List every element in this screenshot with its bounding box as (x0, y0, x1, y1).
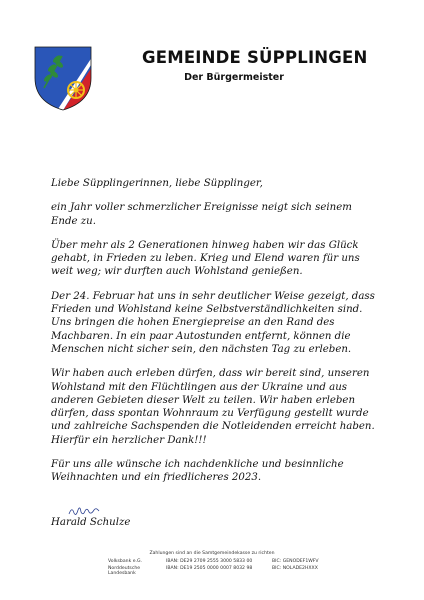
letter-paragraph: ein Jahr voller schmerzlicher Ereignisse neigt sich seinem Ende zu. (51, 202, 352, 227)
signer-name: Harald Schulze (51, 517, 131, 528)
bank-row (0, 566, 424, 576)
closing-paragraph: Für uns alle wünsche ich nachdenkliche und besinnliche Weihnachten und ein friedlicheres 2023. (51, 459, 344, 484)
mayor-subtitle: Der Bürgermeister (184, 72, 284, 83)
letter-paragraph: Der 24. Februar hat uns in sehr deutlicher Weise gezeigt, dass Frieden und Wohlstand keine Selbstverständlichkeiten sind. Uns bringen die hohen Energiepreise an den Rand des Machbaren. In ein paar Autostunden entfernt, können die Menschen nicht sicher sein, den nächsten Tag zu erleben. (51, 290, 375, 355)
bank-iban: IBAN: DE29 2709 2555 3000 5833 00 (166, 559, 253, 564)
municipality-title: GEMEINDE SÜPPLINGEN (142, 48, 368, 67)
payment-note: Zahlungen sind an die Samtgemeindekasse zu richten (149, 551, 275, 556)
bank-name: Volksbank e.G. (108, 559, 142, 564)
letterhead (0, 0, 424, 110)
handwritten-signature (68, 504, 108, 518)
bank-row (0, 559, 424, 564)
bank-bic: BIC: GENODEF1WFV (272, 559, 319, 564)
letter-paragraph: Wir haben auch erleben dürfen, dass wir bereit sind, unseren Wohlstand mit den Flüchtlingen aus der Ukraine und aus anderen Gebieten dieser Welt zu teilen. Wir haben erleben dürfen, dass spontan Wohnraum zu Verfügung gestellt wurde und zahlreiche Sachspenden die Notleidenden erreicht haben. Hierfür ein herzlicher Dank!!! (51, 368, 375, 446)
bank-iban: IBAN: DE19 2505 0000 0007 8032 98 (166, 566, 253, 571)
footer-bank-details (0, 551, 424, 578)
letter-paragraph: Über mehr als 2 Generationen hinweg haben wir das Glück gehabt, in Frieden zu leben. Krieg und Elend waren für uns weit weg; wir durften auch Wohlstand genießen. (51, 239, 360, 278)
bank-name: Norddeutsche Landesbank (108, 566, 141, 576)
bank-bic: BIC: NOLADE2HXXX (272, 566, 318, 571)
salutation: Liebe Süpplingerinnen, liebe Süpplinger, (51, 178, 263, 189)
letter-body (51, 177, 381, 496)
crest-wheel-icon (68, 82, 84, 98)
